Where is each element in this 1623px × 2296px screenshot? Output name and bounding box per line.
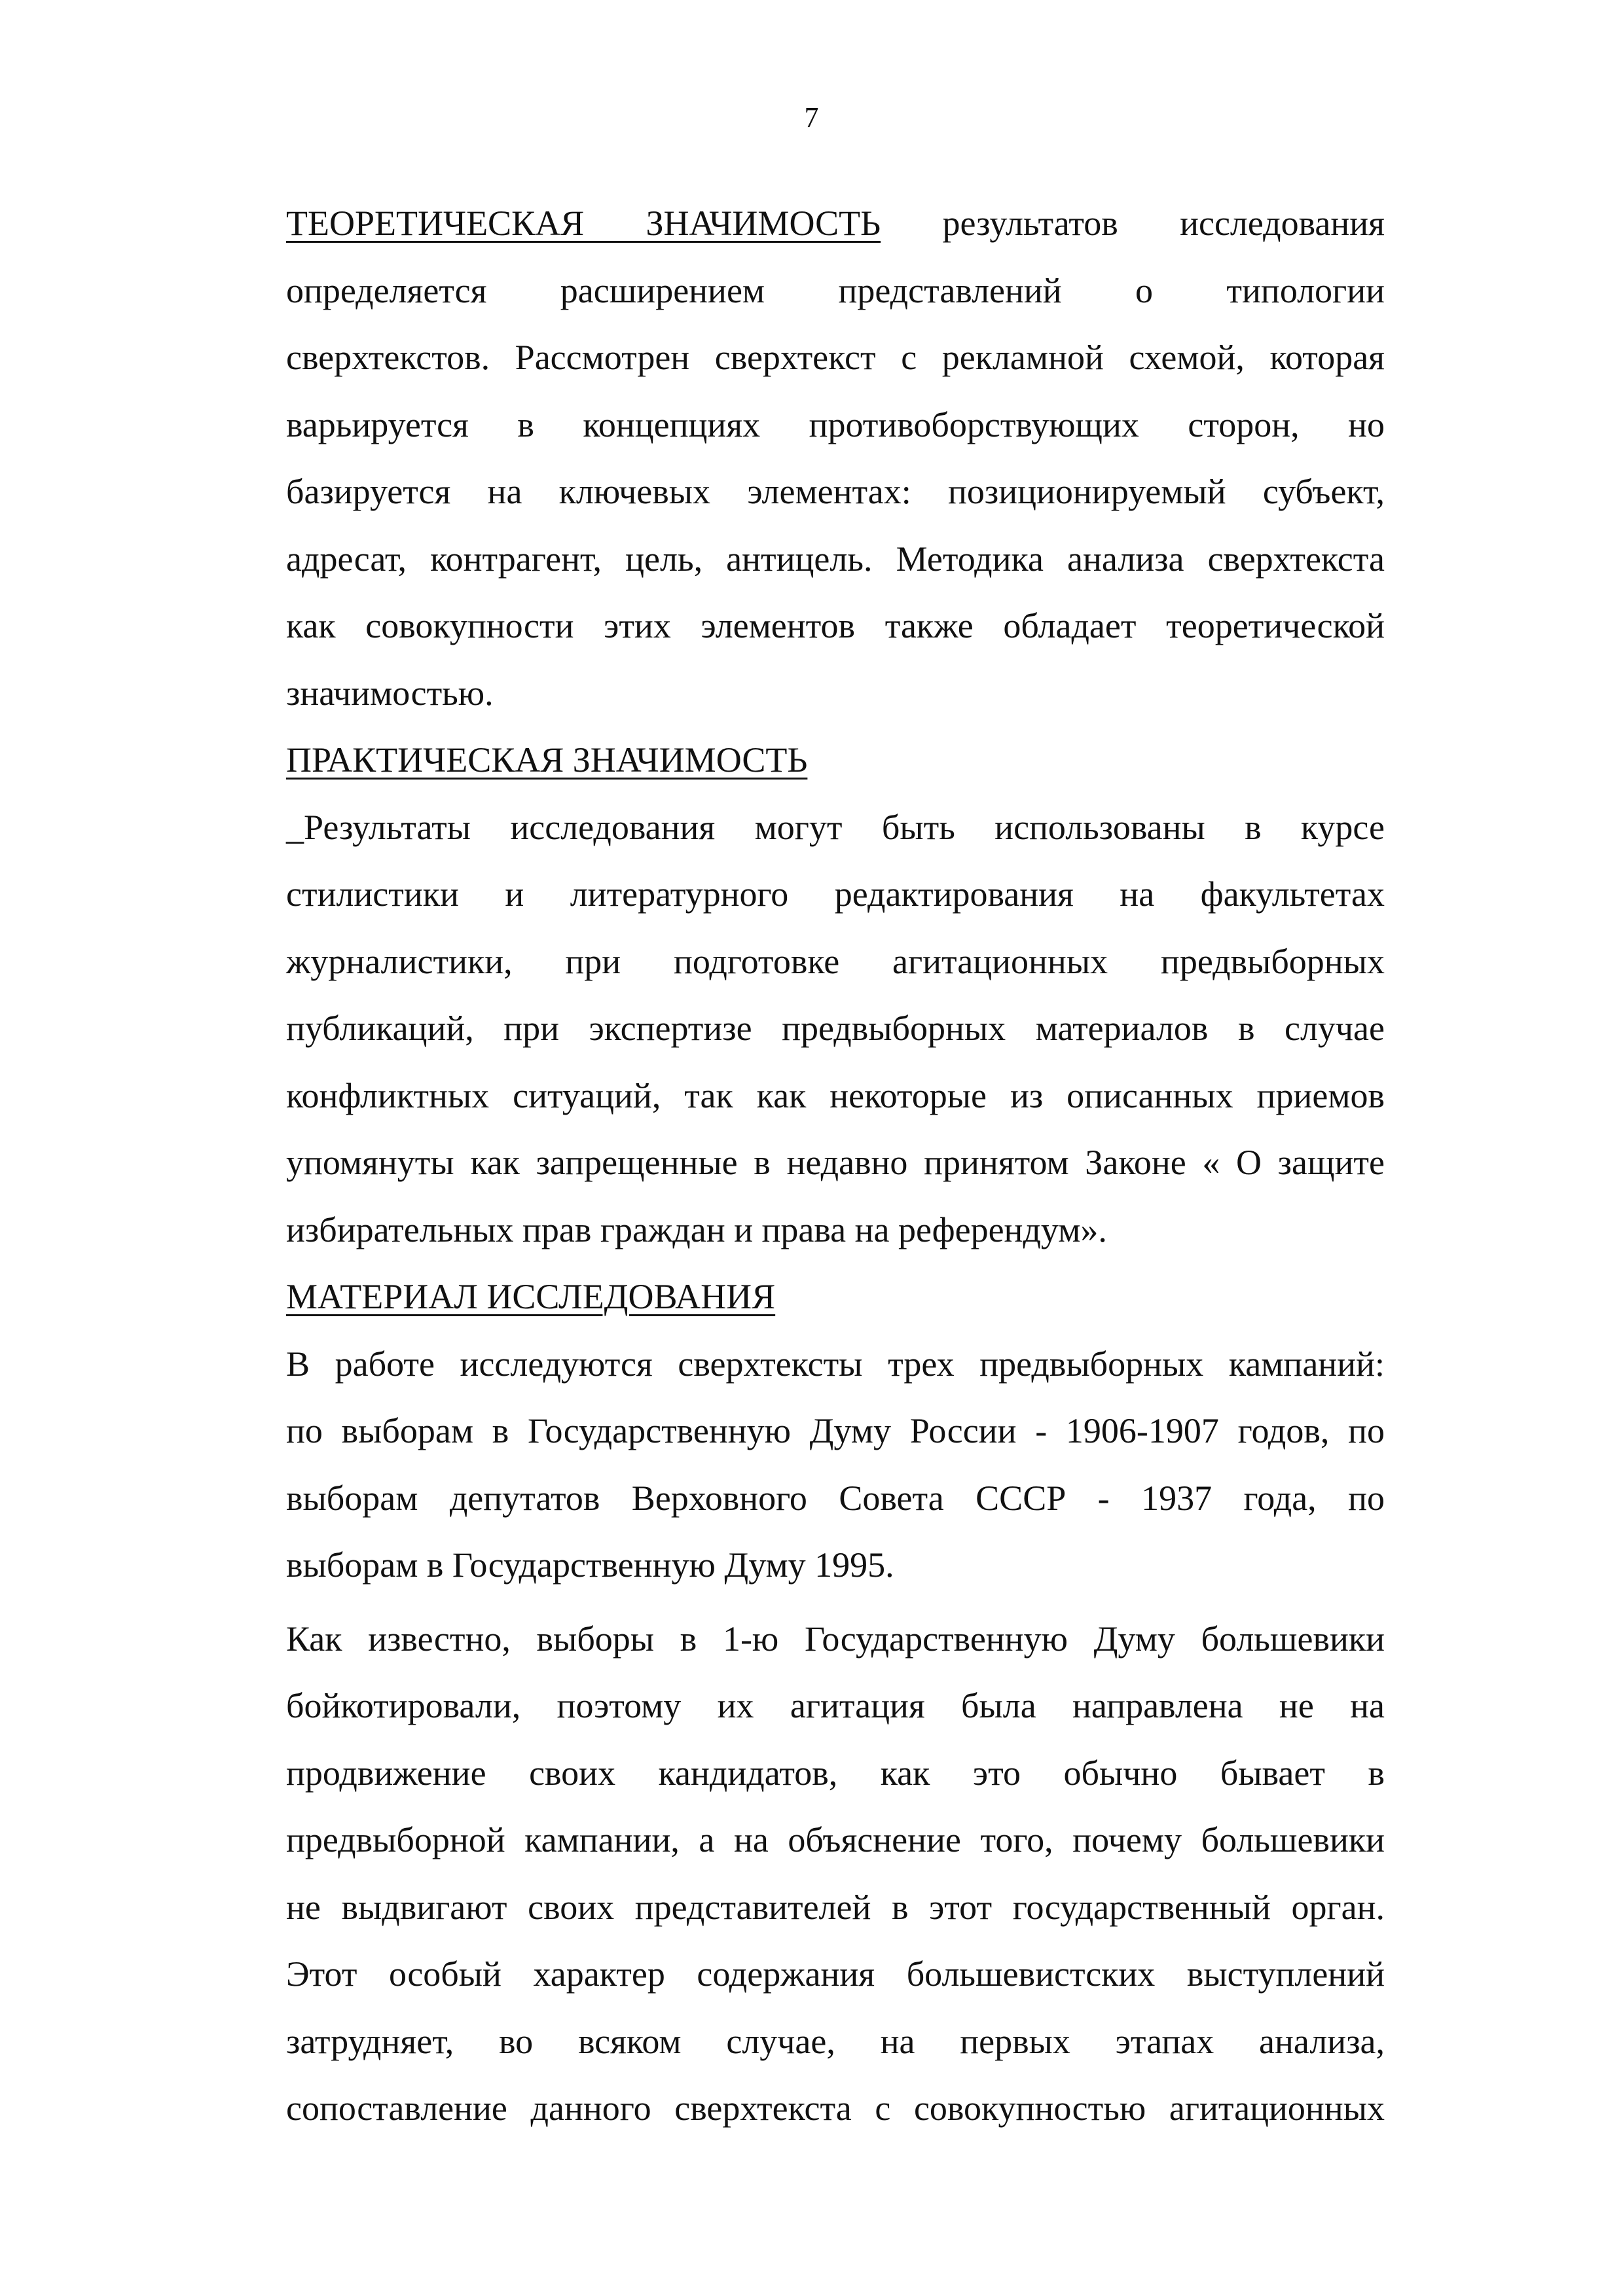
- text-line: адресат, контрагент, цель, антицель. Методика анализа сверхтекста: [286, 539, 1385, 579]
- document-body: [246, 190, 1385, 2142]
- paragraph-gap: [246, 1599, 1385, 1605]
- text-line: выборам в Государственную Думу 1995.: [286, 1545, 894, 1585]
- text-line: журналистики, при подготовке агитационных предвыборных: [286, 941, 1385, 981]
- heading-research-material: МАТЕРИАЛ ИССЛЕДОВАНИЯ: [286, 1277, 776, 1316]
- paragraph-theoretical-significance: [246, 190, 1385, 726]
- text-line: упомянуты как запрещенные в недавно принятом Законе « О защите: [286, 1143, 1385, 1182]
- text-line: продвижение своих кандидатов, как это обычно бывает в: [286, 1753, 1385, 1793]
- text-line: варьируется в концепциях противоборствующих сторон, но: [286, 404, 1385, 444]
- text-line: _Результаты исследования могут быть использованы в курсе: [286, 807, 1385, 847]
- text-line: значимостью.: [286, 673, 494, 713]
- text-line: по выборам в Государственную Думу России - 1906-1907 годов, по: [286, 1411, 1385, 1450]
- text-line: публикаций, при экспертизе предвыборных материалов в случае: [286, 1009, 1385, 1048]
- text-line: Этот особый характер содержания большевистских выступлений: [286, 1954, 1385, 1994]
- heading-theoretical-significance: ТЕОРЕТИЧЕСКАЯ ЗНАЧИМОСТЬ: [286, 204, 881, 243]
- text-line: предвыборной кампании, а на объяснение того, почему большевики: [286, 1820, 1385, 1859]
- text-line: выборам депутатов Верховного Совета СССР - 1937 года, по: [286, 1478, 1385, 1518]
- text-line: избирательных прав граждан и права на референдум».: [286, 1210, 1107, 1249]
- paragraph-practical-significance: [246, 794, 1385, 1264]
- paragraph-elections: [246, 1605, 1385, 2142]
- paragraph-research-material: [246, 1331, 1385, 1599]
- text-line-content: результатов исследования: [881, 204, 1385, 243]
- text-line: определяется расширением представлений о типологии: [286, 270, 1385, 310]
- text-line: сопоставление данного сверхтекста с совокупностью агитационных: [286, 2089, 1385, 2128]
- text-line: базируется на ключевых элементах: позиционируемый субъект,: [286, 472, 1385, 511]
- heading-practical-significance: ПРАКТИЧЕСКАЯ ЗНАЧИМОСТЬ: [286, 740, 808, 780]
- text-line: Как известно, выборы в 1-ю Государственную Думу большевики: [286, 1619, 1385, 1659]
- text-line: сверхтекстов. Рассмотрен сверхтекст с рекламной схемой, которая: [286, 338, 1385, 377]
- text-line: конфликтных ситуаций, так как некоторые из описанных приемов: [286, 1075, 1385, 1115]
- text-line: В работе исследуются сверхтексты трех предвыборных кампаний:: [286, 1344, 1385, 1384]
- text-line: затрудняет, во всяком случае, на первых этапах анализа,: [286, 2021, 1385, 2061]
- text-line: бойкотировали, поэтому их агитация была направлена не на: [286, 1686, 1385, 1725]
- text-line: как совокупности этих элементов также обладает теоретической: [286, 606, 1385, 645]
- page-number: 7: [804, 101, 819, 134]
- text-line: не выдвигают своих представителей в этот государственный орган.: [286, 1887, 1385, 1927]
- text-line: [246, 190, 1385, 257]
- text-line: стилистики и литературного редактирования на факультетах: [286, 874, 1385, 914]
